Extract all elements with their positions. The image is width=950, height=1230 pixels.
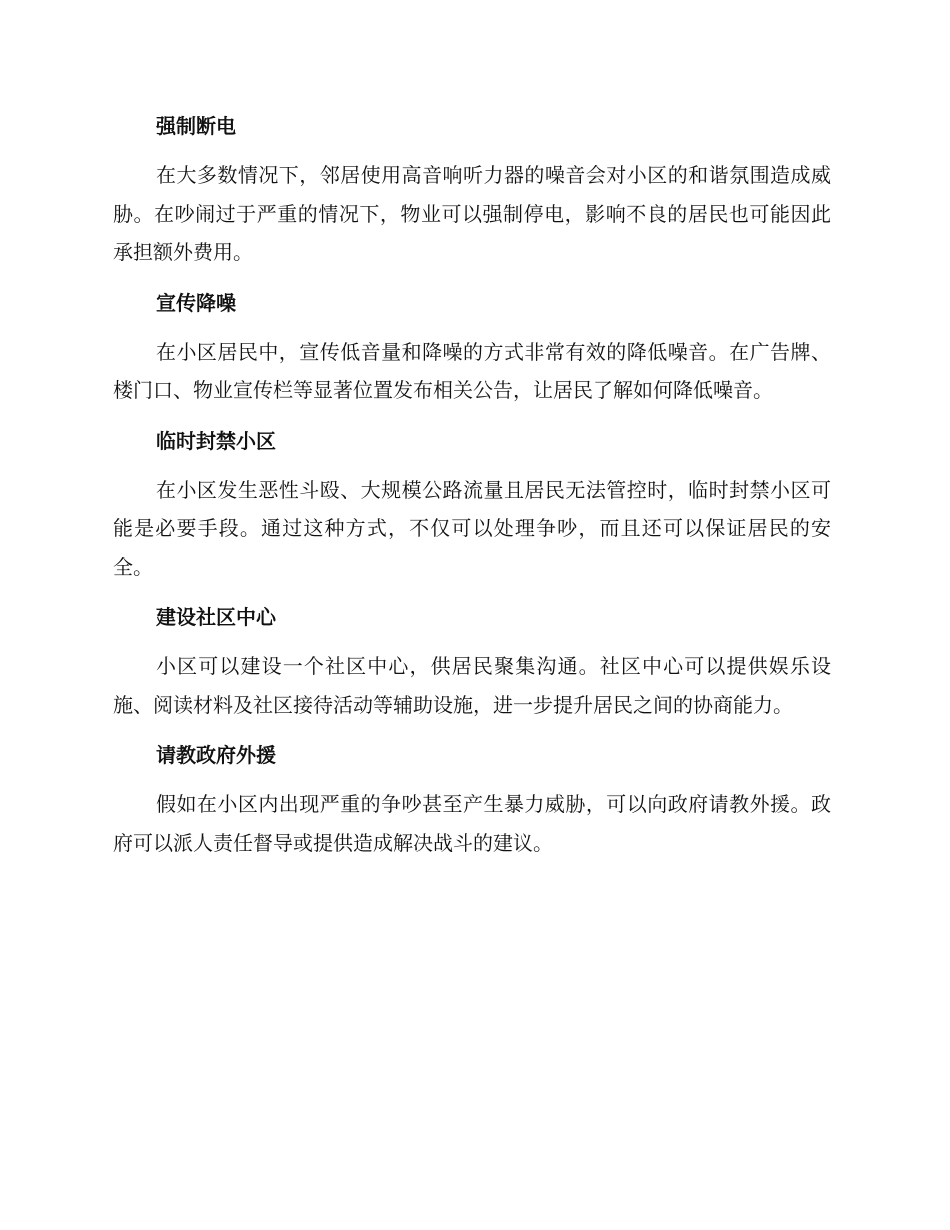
section-community-center	[113, 599, 831, 724]
section-heading: 临时封禁小区	[156, 428, 276, 453]
section-paragraph: 假如在小区内出现严重的争吵甚至产生暴力威胁，可以向政府请教外援。政府可以派人责任督导或提供造成解决战斗的建议。	[113, 792, 831, 855]
section-heading: 宣传降噪	[156, 290, 236, 315]
section-heading: 强制断电	[156, 114, 236, 138]
section-forced-power-cut	[113, 108, 831, 272]
section-noise-awareness	[113, 285, 831, 410]
document-content	[113, 108, 831, 875]
section-paragraph: 小区可以建设一个社区中心，供居民聚集沟通。社区中心可以提供娱乐设施、阅读材料及社区接待活动等辅助设施，进一步提升居民之间的协商能力。	[113, 654, 831, 717]
section-temporary-lockdown	[113, 423, 831, 587]
section-government-assistance	[113, 737, 831, 862]
section-paragraph: 在小区居民中，宣传低音量和降噪的方式非常有效的降低噪音。在广告牌、楼门口、物业宣传栏等显著位置发布相关公告，让居民了解如何降低噪音。	[113, 339, 831, 402]
section-paragraph: 在小区发生恶性斗殴、大规模公路流量且居民无法管控时，临时封禁小区可能是必要手段。通过这种方式，不仅可以处理争吵，而且还可以保证居民的安全。	[113, 477, 831, 579]
section-heading: 请教政府外援	[156, 743, 276, 767]
section-heading: 建设社区中心	[156, 605, 276, 629]
section-paragraph: 在大多数情况下，邻居使用高音响听力器的噪音会对小区的和谐氛围造成威胁。在吵闹过于严重的情况下，物业可以强制停电，影响不良的居民也可能因此承担额外费用。	[113, 163, 831, 264]
